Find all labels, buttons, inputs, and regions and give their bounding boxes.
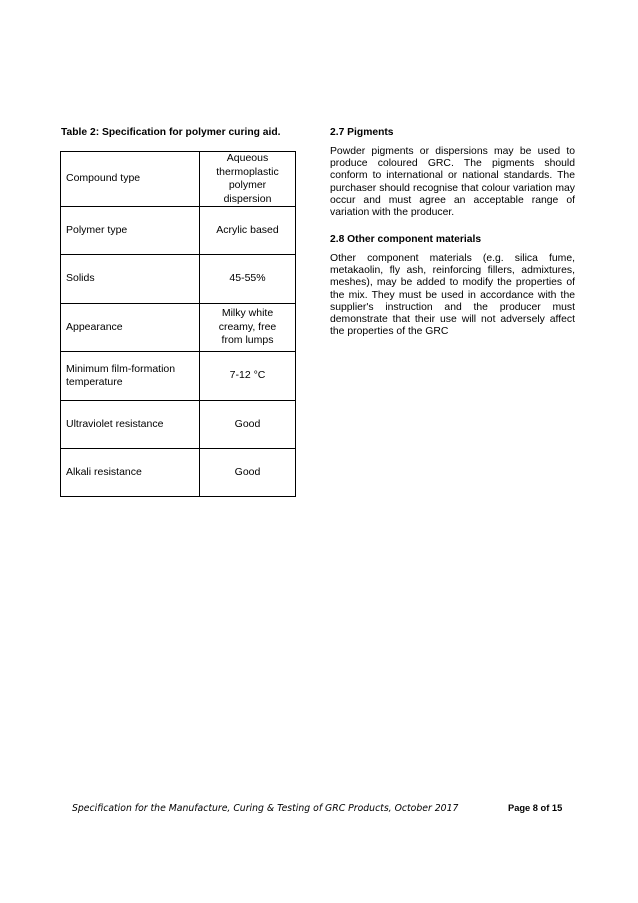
section-other-components: [330, 234, 575, 338]
row-value-text: Milky white creamy, free from lumps: [218, 307, 277, 347]
table-row: [61, 401, 296, 449]
section-heading: 2.7 Pigments: [330, 127, 394, 138]
row-value: [200, 304, 296, 352]
row-value-text: Aqueous thermoplastic polymer dispersion: [216, 152, 279, 205]
row-value: 45-55%: [200, 255, 296, 304]
table-row: [61, 207, 296, 255]
table-row: [61, 152, 296, 207]
row-value: [200, 152, 296, 207]
table-row: [61, 352, 296, 401]
table-row: [61, 449, 296, 497]
row-label: Compound type: [61, 152, 200, 207]
row-value: 7-12 °C: [200, 352, 296, 401]
row-value: Good: [200, 449, 296, 497]
footer-document-title: Specification for the Manufacture, Curing & Testing of GRC Products, October 2017: [72, 803, 459, 814]
row-label: [61, 352, 200, 401]
specification-table: [60, 151, 296, 497]
row-label-text: Minimum film-formation temperature: [66, 362, 176, 388]
footer-page-number: Page 8 of 15: [508, 803, 563, 813]
table-row: [61, 304, 296, 352]
row-label: Polymer type: [61, 207, 200, 255]
row-value: Good: [200, 401, 296, 449]
table-row: [61, 255, 296, 304]
row-label: Solids: [61, 255, 200, 304]
section-body: Powder pigments or dispersions may be used to produce coloured GRC. The pigments should conform to international or national standards. The purchaser should recognise that colour variation may occur and must agree an acceptable range of variation with the producer.: [330, 146, 575, 219]
row-label: Alkali resistance: [61, 449, 200, 497]
section-heading: 2.8 Other component materials: [330, 234, 482, 245]
row-label: Ultraviolet resistance: [61, 401, 200, 449]
row-label: Appearance: [61, 304, 200, 352]
row-value: Acrylic based: [200, 207, 296, 255]
section-pigments: [330, 127, 575, 219]
section-body: Other component materials (e.g. silica fume, metakaolin, fly ash, reinforcing fillers, admixtures, meshes), may be added to modify the properties of the mix. They must be used in accordance with the supplier's instruction and the producer must demonstrate that their use will not adversely affect the properties of the GRC: [330, 253, 575, 338]
table-caption: Table 2: Specification for polymer curing aid.: [61, 127, 281, 138]
